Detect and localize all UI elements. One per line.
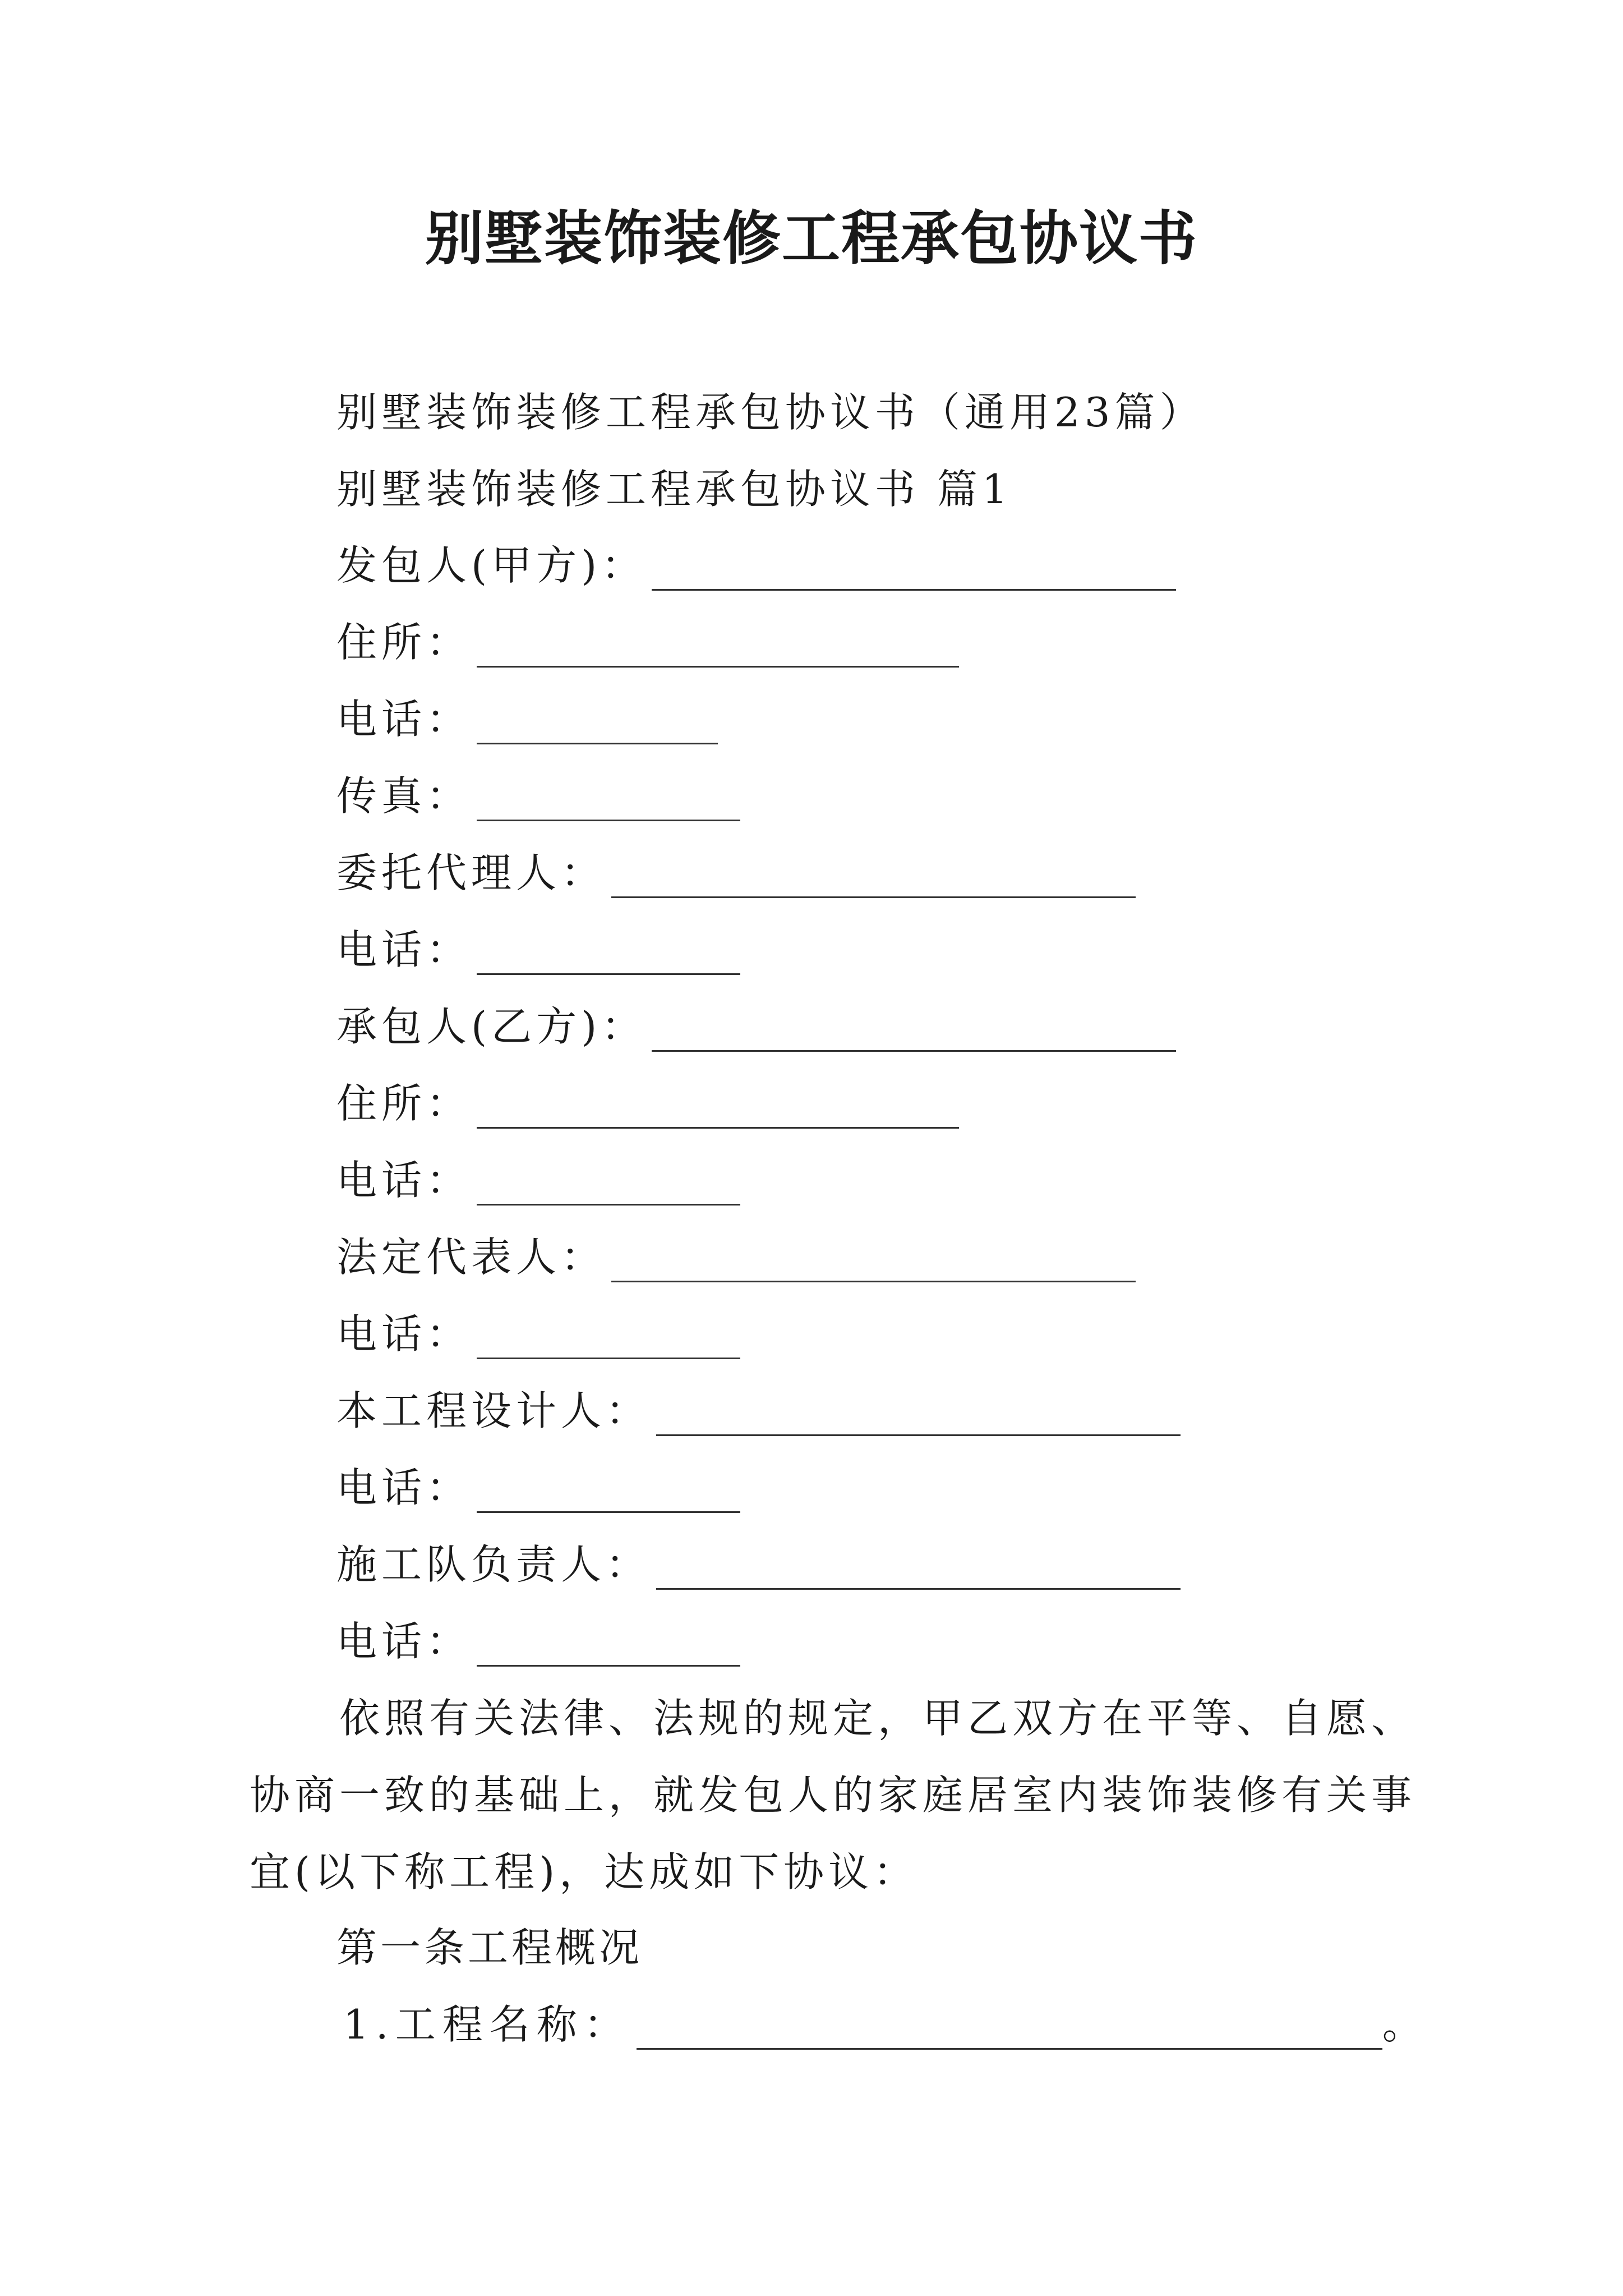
- field-label: 委托代理人：: [336, 849, 606, 896]
- field-label: 发包人(甲方)：: [336, 542, 647, 589]
- field-label: 电话：: [336, 1618, 472, 1665]
- agent-blank[interactable]: [611, 857, 1136, 898]
- field-employer-phone: [336, 694, 718, 744]
- field-agent: [336, 848, 1136, 898]
- part-heading: [336, 464, 1012, 514]
- field-label: 电话：: [336, 1464, 472, 1511]
- field-label: 住所：: [336, 1080, 472, 1127]
- field-label: 电话：: [336, 1157, 472, 1204]
- designer-phone-blank[interactable]: [477, 1472, 740, 1513]
- crew-leader-blank[interactable]: [656, 1549, 1181, 1590]
- field-label: 施工队负责人：: [336, 1541, 651, 1588]
- field-label: 电话：: [336, 926, 472, 973]
- field-contractor: [336, 1001, 1176, 1052]
- legal-rep-blank[interactable]: [611, 1241, 1136, 1282]
- employer-fax-blank[interactable]: [477, 780, 740, 821]
- field-label: 电话：: [336, 696, 472, 743]
- field-label: 本工程设计人：: [336, 1387, 651, 1434]
- field-label: 电话：: [336, 1310, 472, 1358]
- agent-phone-blank[interactable]: [477, 934, 740, 975]
- legal-rep-phone-blank[interactable]: [477, 1318, 740, 1359]
- field-designer-phone: [336, 1462, 740, 1513]
- item-1-project-name: [343, 1999, 1430, 2050]
- field-label: 承包人(乙方)：: [336, 1003, 647, 1050]
- field-employer: [336, 540, 1176, 591]
- intro-paragraph: 依照有关法律、法规的规定，甲乙双方在平等、自愿、协商一致的基础上，就发包人的家庭居室内装饰装修有关事宜(以下称工程)，达成如下协议：: [250, 1695, 1417, 1895]
- field-contractor-phone: [336, 1155, 740, 1205]
- field-legal-rep-phone: [336, 1309, 740, 1359]
- document-subtitle: [336, 387, 1205, 438]
- field-label: 传真：: [336, 772, 472, 820]
- article-1-heading: 第一条工程概况: [336, 1924, 643, 1971]
- contractor-address-blank[interactable]: [477, 1088, 959, 1129]
- designer-blank[interactable]: [656, 1395, 1181, 1436]
- field-contractor-address: [336, 1078, 959, 1129]
- field-label: 法定代表人：: [336, 1234, 606, 1281]
- field-employer-fax: [336, 771, 740, 821]
- contractor-blank[interactable]: [652, 1011, 1176, 1052]
- field-agent-phone: [336, 924, 740, 975]
- field-legal-rep: [336, 1232, 1136, 1282]
- field-crew-leader: [336, 1539, 1181, 1590]
- item-1-end: 。: [1382, 2001, 1430, 2048]
- field-designer: [336, 1386, 1181, 1436]
- item-1-label: 1.工程名称：: [343, 2001, 631, 2048]
- employer-blank[interactable]: [652, 550, 1176, 591]
- part-heading-text: 别墅装饰装修工程承包协议书 篇1: [336, 466, 1012, 513]
- project-name-blank[interactable]: [637, 2009, 1382, 2050]
- document-title: 别墅装饰装修工程承包协议书: [425, 204, 1198, 273]
- field-crew-leader-phone: [336, 1616, 740, 1667]
- field-employer-address: [336, 617, 959, 668]
- employer-address-blank[interactable]: [477, 627, 959, 668]
- contractor-phone-blank[interactable]: [477, 1165, 740, 1205]
- crew-leader-phone-blank[interactable]: [477, 1626, 740, 1667]
- field-label: 住所：: [336, 619, 472, 666]
- employer-phone-blank[interactable]: [477, 703, 718, 744]
- subtitle-text: 别墅装饰装修工程承包协议书（通用23篇）: [336, 389, 1205, 436]
